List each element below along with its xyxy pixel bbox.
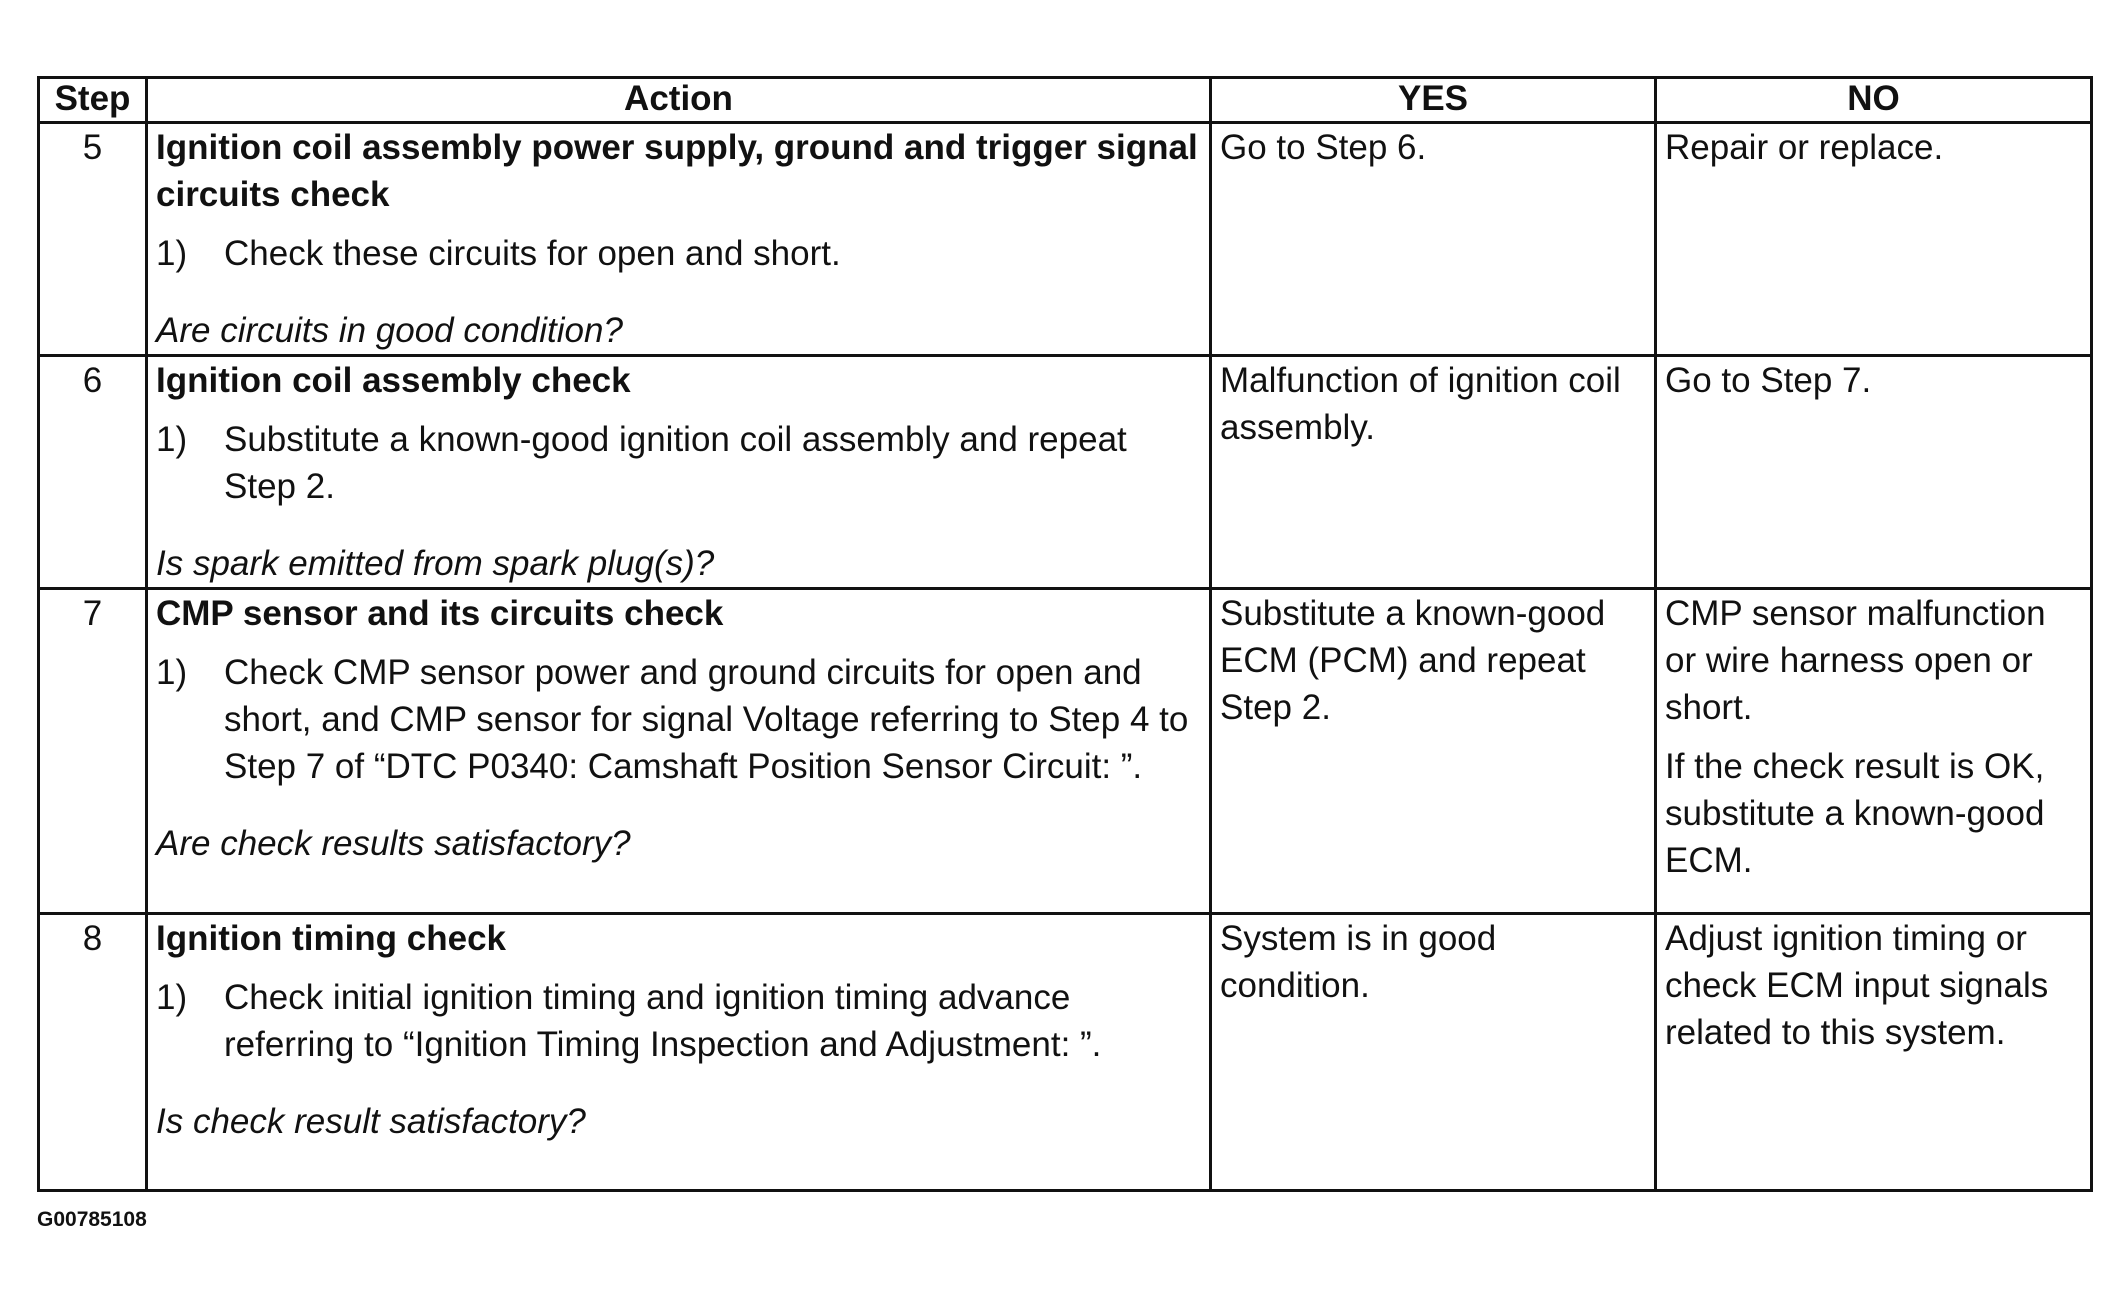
step-number: 7 xyxy=(39,589,147,914)
yes-result: Go to Step 6. xyxy=(1220,128,1427,167)
action-cell xyxy=(147,914,1211,1191)
check-title: Ignition coil assembly check xyxy=(156,361,631,400)
substep xyxy=(156,230,1201,277)
header-no: NO xyxy=(1656,78,2092,123)
substep-text: Substitute a known-good ignition coil assembly and repeat Step 2. xyxy=(224,420,1127,506)
action-cell xyxy=(147,123,1211,356)
yes-cell xyxy=(1211,356,1656,589)
check-title: CMP sensor and its circuits check xyxy=(156,594,724,633)
no-result: Go to Step 7. xyxy=(1665,361,1872,400)
no-result: CMP sensor malfunction or wire harness open or short. xyxy=(1665,594,2046,727)
table-row xyxy=(39,914,2092,1191)
yes-cell xyxy=(1211,914,1656,1191)
header-step: Step xyxy=(39,78,147,123)
yes-result: System is in good condition. xyxy=(1220,919,1497,1005)
substep-text: Check these circuits for open and short. xyxy=(224,234,841,273)
check-question: Is spark emitted from spark plug(s)? xyxy=(156,544,715,583)
substep-number: 1) xyxy=(156,234,188,273)
substep-number: 1) xyxy=(156,420,188,459)
yes-result: Malfunction of ignition coil assembly. xyxy=(1220,361,1621,447)
step-number: 6 xyxy=(39,356,147,589)
yes-cell xyxy=(1211,589,1656,914)
no-result: Adjust ignition timing or check ECM input signals related to this system. xyxy=(1665,919,2049,1052)
check-question: Is check result satisfactory? xyxy=(156,1102,586,1141)
no-cell xyxy=(1656,123,2092,356)
substep xyxy=(156,974,1201,1068)
no-cell xyxy=(1656,356,2092,589)
figure-id: G00785108 xyxy=(37,1208,147,1231)
no-result: Repair or replace. xyxy=(1665,128,1944,167)
no-cell xyxy=(1656,914,2092,1191)
table-header-row xyxy=(39,78,2092,123)
check-title: Ignition coil assembly power supply, ground and trigger signal circuits check xyxy=(156,128,1198,214)
check-title: Ignition timing check xyxy=(156,919,507,958)
table-row xyxy=(39,589,2092,914)
troubleshooting-table xyxy=(37,76,2093,1192)
check-question: Are check results satisfactory? xyxy=(156,824,631,863)
table-row xyxy=(39,123,2092,356)
yes-result: Substitute a known-good ECM (PCM) and repeat Step 2. xyxy=(1220,594,1606,727)
step-number: 8 xyxy=(39,914,147,1191)
header-action: Action xyxy=(147,78,1211,123)
substep-number: 1) xyxy=(156,978,188,1017)
substep-text: Check initial ignition timing and ignition timing advance referring to “Ignition Timing Inspection and Adjustment: ”. xyxy=(224,978,1102,1064)
yes-cell xyxy=(1211,123,1656,356)
no-result-note: If the check result is OK, substitute a known-good ECM. xyxy=(1665,747,2045,880)
step-number: 5 xyxy=(39,123,147,356)
no-cell xyxy=(1656,589,2092,914)
action-cell xyxy=(147,589,1211,914)
table-row xyxy=(39,356,2092,589)
substep-text: Check CMP sensor power and ground circuits for open and short, and CMP sensor for signal Voltage referring to Step 4 to Step 7 of “DTC P0340: Camshaft Position Sensor Circuit: ”. xyxy=(224,653,1189,786)
substep xyxy=(156,416,1201,510)
substep-number: 1) xyxy=(156,653,188,692)
check-question: Are circuits in good condition? xyxy=(156,311,623,350)
action-cell xyxy=(147,356,1211,589)
header-yes: YES xyxy=(1211,78,1656,123)
substep xyxy=(156,649,1201,790)
